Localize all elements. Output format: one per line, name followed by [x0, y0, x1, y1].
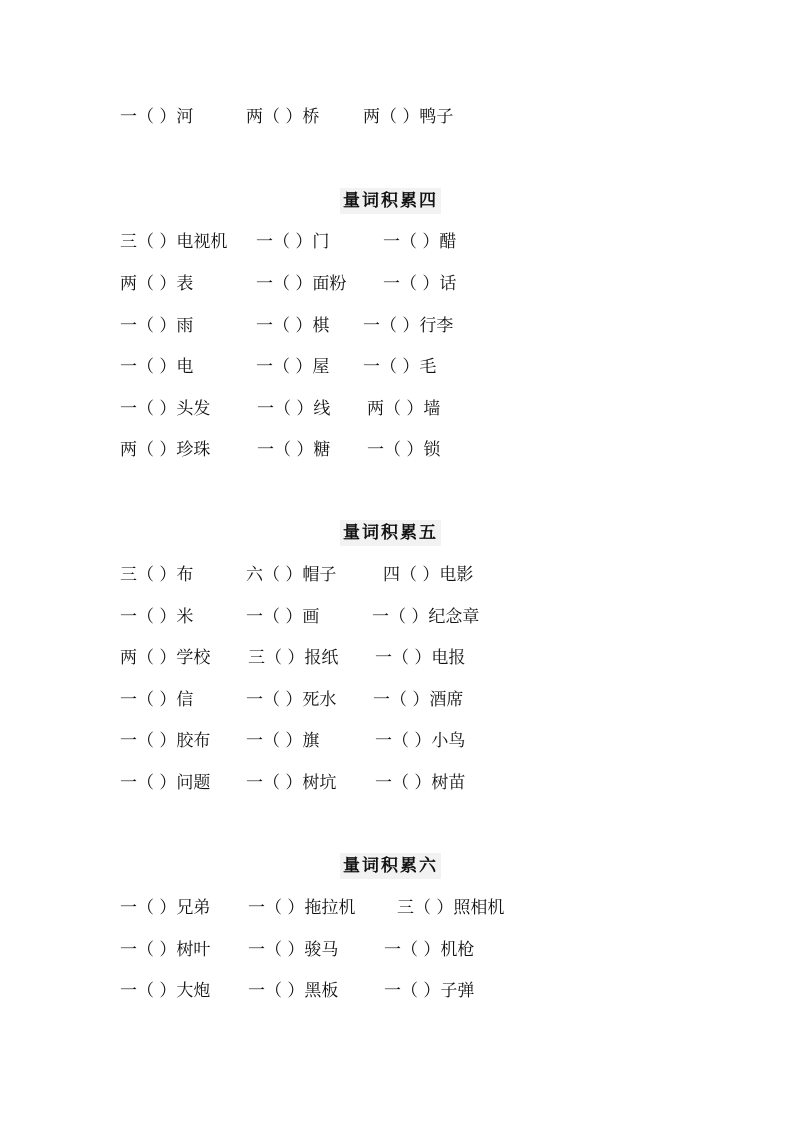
measure-word-item: 一（ ）兄弟: [120, 898, 211, 918]
measure-word-item: 一（ ）黑板: [248, 981, 339, 1001]
measure-word-item: 两（ ）表: [120, 274, 194, 294]
measure-word-item: 一（ ）面粉: [256, 274, 347, 294]
measure-word-item: 两（ ）墙: [367, 399, 441, 419]
measure-word-item: 一（ ）纪念章: [372, 607, 480, 627]
measure-word-item: 一（ ）电报: [375, 648, 466, 668]
measure-word-item: 三（ ）电视机: [120, 232, 228, 252]
measure-word-item: 一（ ）大炮: [120, 981, 211, 1001]
measure-word-item: 三（ ）报纸: [248, 648, 339, 668]
measure-word-item: 一（ ）电: [120, 357, 194, 377]
section-heading: 量词积累四: [340, 188, 441, 214]
measure-word-item: 两（ ）鸭子: [363, 107, 454, 127]
measure-word-item: 一（ ）话: [383, 274, 457, 294]
measure-word-item: 一（ ）画: [246, 607, 320, 627]
measure-word-item: 一（ ）门: [256, 232, 330, 252]
measure-word-item: 一（ ）屋: [256, 357, 330, 377]
measure-word-item: 一（ ）树苗: [375, 773, 466, 793]
measure-word-item: 一（ ）骏马: [248, 940, 339, 960]
measure-word-item: 一（ ）机枪: [384, 940, 475, 960]
section-heading: 量词积累六: [340, 853, 441, 879]
measure-word-item: 一（ ）死水: [246, 690, 337, 710]
measure-word-item: 一（ ）胶布: [120, 731, 211, 751]
measure-word-item: 两（ ）桥: [246, 107, 320, 127]
measure-word-item: 一（ ）毛: [363, 357, 437, 377]
measure-word-item: 一（ ）旗: [246, 731, 320, 751]
measure-word-item: 一（ ）河: [120, 107, 194, 127]
measure-word-item: 两（ ）学校: [120, 648, 211, 668]
measure-word-item: 一（ ）树坑: [246, 773, 337, 793]
measure-word-item: 两（ ）珍珠: [120, 440, 211, 460]
measure-word-item: 一（ ）行李: [363, 316, 454, 336]
measure-word-item: 一（ ）拖拉机: [248, 898, 356, 918]
measure-word-item: 一（ ）锁: [367, 440, 441, 460]
measure-word-item: 一（ ）头发: [120, 399, 211, 419]
measure-word-item: 一（ ）问题: [120, 773, 211, 793]
measure-word-item: 四（ ）电影: [383, 565, 474, 585]
measure-word-item: 一（ ）信: [120, 690, 194, 710]
measure-word-item: 一（ ）线: [257, 399, 331, 419]
measure-word-item: 一（ ）米: [120, 607, 194, 627]
measure-word-item: 一（ ）糖: [257, 440, 331, 460]
measure-word-item: 一（ ）子弹: [384, 981, 475, 1001]
measure-word-item: 六（ ）帽子: [246, 565, 337, 585]
measure-word-item: 一（ ）棋: [256, 316, 330, 336]
section-heading: 量词积累五: [340, 520, 441, 546]
measure-word-item: 三（ ）布: [120, 565, 194, 585]
measure-word-item: 三（ ）照相机: [397, 898, 505, 918]
measure-word-item: 一（ ）酒席: [373, 690, 464, 710]
measure-word-item: 一（ ）树叶: [120, 940, 211, 960]
measure-word-item: 一（ ）小鸟: [375, 731, 466, 751]
measure-word-item: 一（ ）醋: [383, 232, 457, 252]
measure-word-item: 一（ ）雨: [120, 316, 194, 336]
